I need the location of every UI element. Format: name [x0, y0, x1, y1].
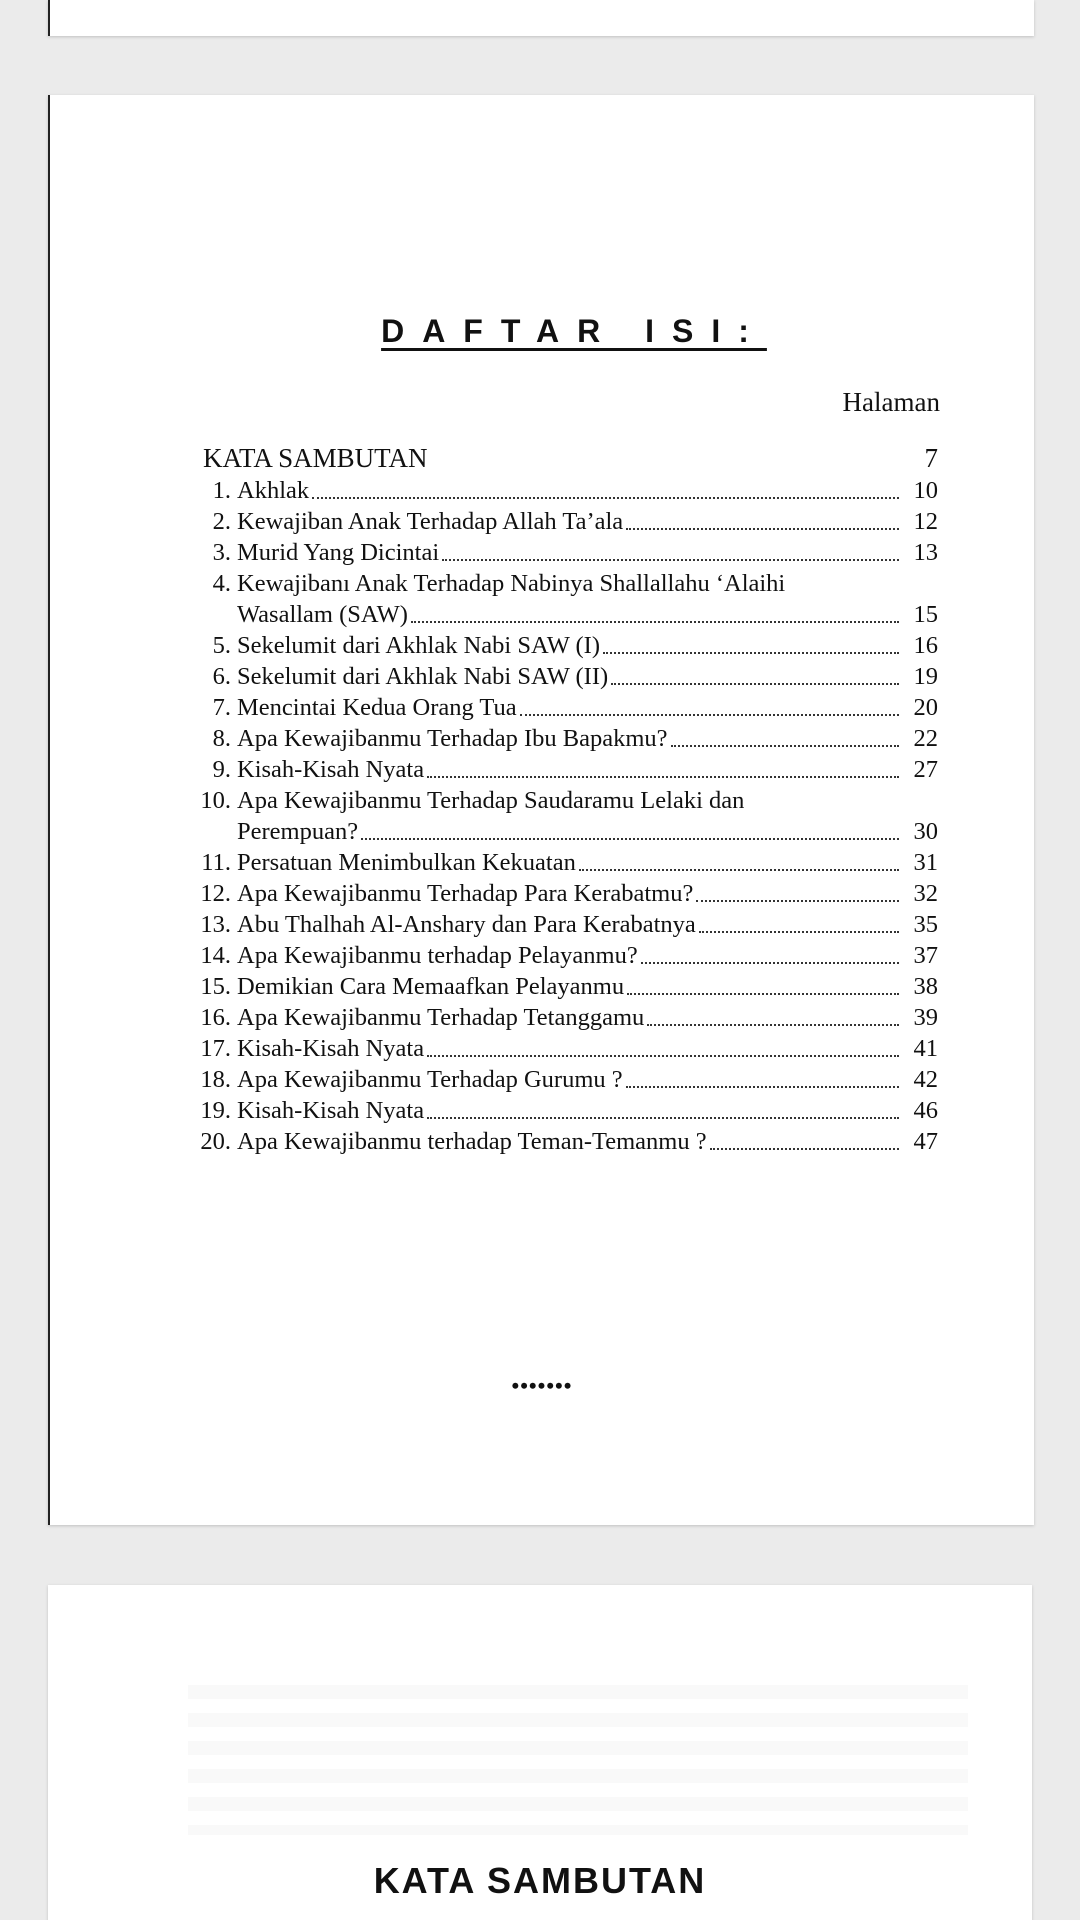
toc-entry[interactable]	[195, 723, 938, 754]
toc-entry-number: 2.	[212, 508, 231, 535]
toc-entry[interactable]	[195, 1033, 938, 1064]
toc-entry-number: 17.	[200, 1035, 231, 1062]
toc-entry-title: Abu Thalhah Al-Anshary dan Para Kerabatnya	[237, 911, 696, 938]
toc-entry-number: 1.	[212, 477, 231, 504]
toc-entry-title: Mencintai Kedua Orang Tua	[237, 694, 517, 721]
toc-entry-number: 12.	[200, 880, 231, 907]
toc-entry-page: 47	[913, 1128, 938, 1155]
dot-leader	[603, 652, 899, 654]
dot-leader	[626, 528, 899, 530]
toc-entry-number: 7.	[212, 694, 231, 721]
toc-entry-title: Demikian Cara Memaafkan Pelayanmu	[237, 973, 625, 1000]
toc-entry-number: 20.	[200, 1128, 231, 1155]
toc-entry-page: 27	[913, 756, 938, 783]
toc-entry[interactable]	[195, 1095, 938, 1126]
toc-entry-page: 32	[913, 880, 938, 907]
page-column-label: Halaman	[842, 387, 940, 417]
toc-entry-title: Apa Kewajibanmu Terhadap Saudaramu Lelaki dan	[237, 787, 745, 814]
toc-entry-title: Kisah-Kisah Nyata	[237, 1097, 425, 1124]
dot-leader	[411, 621, 899, 623]
dot-leader	[312, 497, 899, 499]
toc-entry-title: Sekelumit dari Akhlak Nabi SAW (I)	[237, 632, 600, 659]
next-page	[48, 1585, 1032, 1920]
toc-list	[195, 441, 938, 1157]
toc-entry[interactable]	[195, 692, 938, 723]
toc-entry-title: Kewajiban Anak Terhadap Allah Ta’ala	[237, 508, 624, 535]
dot-leader	[699, 931, 899, 933]
toc-intro-label: KATA SAMBUTAN	[203, 443, 428, 473]
previous-page	[48, 0, 1034, 36]
section-separator: •••••••	[511, 1373, 573, 1398]
toc-entry[interactable]	[195, 754, 938, 785]
toc-entry-page: 20	[913, 694, 938, 721]
toc-entry-title: Kewajibanı Anak Terhadap Nabinya Shallallahu ‘Alaihi	[237, 570, 786, 597]
toc-entry[interactable]	[195, 1002, 938, 1033]
toc-entry-page: 22	[913, 725, 938, 752]
toc-entry-title: Akhlak	[237, 477, 310, 504]
toc-entry-title-continued: Wasallam (SAW)	[237, 601, 408, 628]
toc-entry-page: 42	[913, 1066, 938, 1093]
toc-entry-page: 35	[913, 911, 938, 938]
toc-entry[interactable]	[195, 940, 938, 971]
toc-entry-page: 41	[913, 1035, 938, 1062]
toc-entry-page: 46	[913, 1097, 938, 1124]
toc-entry-title: Apa Kewajibanmu Terhadap Tetanggamu	[237, 1004, 645, 1031]
toc-entry-page: 19	[913, 663, 938, 690]
toc-entry-number: 6.	[212, 663, 231, 690]
toc-entry[interactable]	[195, 785, 938, 847]
dot-leader	[579, 869, 899, 871]
toc-intro-row[interactable]	[195, 441, 938, 475]
table-of-contents-page	[48, 95, 1034, 1525]
dot-leader	[427, 1117, 899, 1119]
dot-leader	[647, 1024, 899, 1026]
dot-leader	[710, 1148, 899, 1150]
toc-entry[interactable]	[195, 630, 938, 661]
toc-entry-number: 9.	[212, 756, 231, 783]
toc-entry[interactable]	[195, 1064, 938, 1095]
toc-entry-number: 4.	[212, 570, 231, 597]
toc-entry-page: 37	[913, 942, 938, 969]
toc-entry-number: 14.	[200, 942, 231, 969]
dot-leader	[696, 900, 899, 902]
toc-entry-title: Persatuan Menimbulkan Kekuatan	[237, 849, 576, 876]
toc-entry[interactable]	[195, 568, 938, 630]
toc-entry[interactable]	[195, 847, 938, 878]
toc-entry-title: Apa Kewajibanmu terhadap Teman-Temanmu ?	[237, 1128, 707, 1155]
toc-entry[interactable]	[195, 475, 938, 506]
toc-entry[interactable]	[195, 506, 938, 537]
dot-leader	[671, 745, 899, 747]
dot-leader	[611, 683, 899, 685]
toc-entry-number: 3.	[212, 539, 231, 566]
toc-entry-page: 16	[913, 632, 938, 659]
toc-intro-page: 7	[924, 443, 938, 473]
toc-entry[interactable]	[195, 909, 938, 940]
toc-entry[interactable]	[195, 971, 938, 1002]
toc-entry-number: 19.	[200, 1097, 231, 1124]
toc-entry[interactable]	[195, 1126, 938, 1157]
toc-entry-page: 31	[913, 849, 938, 876]
dot-leader	[442, 559, 899, 561]
toc-entry-number: 15.	[200, 973, 231, 1000]
toc-entry-number: 16.	[200, 1004, 231, 1031]
toc-entry-title: Sekelumit dari Akhlak Nabi SAW (II)	[237, 663, 609, 690]
toc-entry-page: 30	[913, 818, 938, 845]
toc-entry-title: Apa Kewajibanmu Terhadap Para Kerabatmu?	[237, 880, 694, 907]
toc-entry-number: 5.	[212, 632, 231, 659]
dot-leader	[361, 838, 899, 840]
toc-entry[interactable]	[195, 878, 938, 909]
dot-leader	[626, 1086, 899, 1088]
toc-entry-number: 10.	[200, 787, 231, 814]
toc-entry-number: 8.	[212, 725, 231, 752]
toc-entry-title: Murid Yang Dicintai	[237, 539, 440, 566]
dot-leader	[627, 993, 899, 995]
toc-entry-number: 13.	[200, 911, 231, 938]
next-page-title: KATA SAMBUTAN	[373, 1860, 707, 1901]
toc-entry-page: 13	[913, 539, 938, 566]
toc-entry-page: 38	[913, 973, 938, 1000]
dot-leader	[641, 962, 899, 964]
toc-entry[interactable]	[195, 661, 938, 692]
dot-leader	[427, 776, 899, 778]
toc-entry-title: Apa Kewajibanmu Terhadap Gurumu ?	[237, 1066, 623, 1093]
toc-entry-title: Apa Kewajibanmu terhadap Pelayanmu?	[237, 942, 638, 969]
toc-entry[interactable]	[195, 537, 938, 568]
page-title: DAFTAR ISI:	[381, 313, 767, 349]
toc-entry-page: 10	[913, 477, 938, 504]
dot-leader	[520, 714, 899, 716]
toc-entry-title-continued: Perempuan?	[237, 818, 359, 845]
toc-entry-number: 18.	[200, 1066, 231, 1093]
toc-entry-number: 11.	[201, 849, 231, 876]
toc-entry-title: Kisah-Kisah Nyata	[237, 756, 425, 783]
toc-entry-title: Kisah-Kisah Nyata	[237, 1035, 425, 1062]
toc-entry-page: 39	[913, 1004, 938, 1031]
dot-leader	[427, 1055, 899, 1057]
toc-entry-page: 15	[913, 601, 938, 628]
toc-entry-title: Apa Kewajibanmu Terhadap Ibu Bapakmu?	[237, 725, 668, 752]
toc-entry-page: 12	[913, 508, 938, 535]
bleed-through-text	[188, 1685, 968, 1835]
